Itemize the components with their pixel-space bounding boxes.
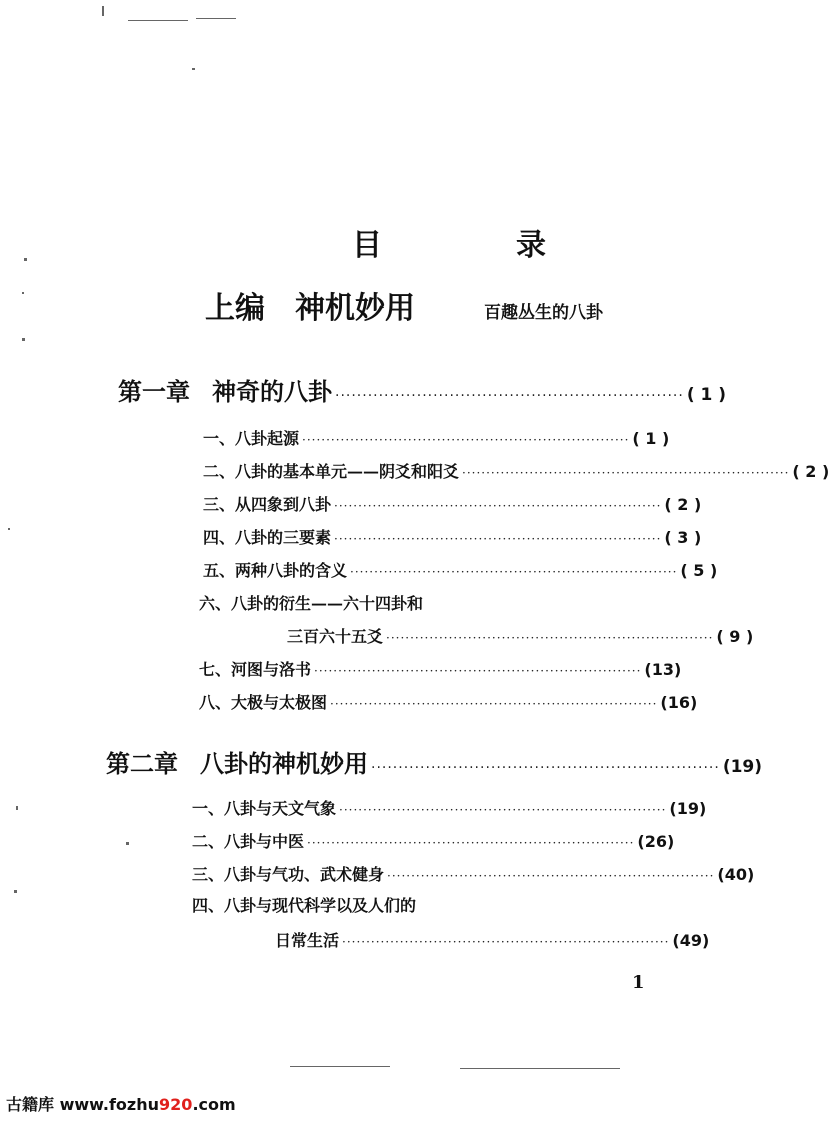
toc-entry[interactable] — [203, 492, 702, 515]
dot-leader: ································································ — [371, 760, 720, 776]
chapter-title: 神奇的八卦 — [212, 378, 332, 406]
page-number: ( 5 ) — [680, 561, 718, 580]
entry-text: 七、河图与洛书 — [199, 660, 312, 679]
dot-leader: ···································································· — [302, 433, 630, 447]
entry-text: 一、八卦起源 — [203, 429, 300, 448]
part-subtitle: 百趣丛生的八卦 — [484, 303, 603, 323]
page-number: ( 9 ) — [716, 627, 754, 646]
page-number: (26) — [637, 832, 675, 851]
dot-leader: ···································································· — [342, 935, 670, 949]
toc-entry[interactable] — [192, 829, 675, 852]
toc-entry[interactable] — [203, 558, 718, 581]
page-number: ( 3 ) — [664, 528, 702, 547]
dot-leader: ···································································· — [334, 499, 662, 513]
chapter-heading — [106, 744, 368, 779]
dot-leader: ···································································· — [330, 697, 658, 711]
dot-leader: ···································································· — [387, 869, 715, 883]
scan-mark — [14, 890, 17, 893]
toc-chapter[interactable] — [106, 744, 763, 779]
toc-entry[interactable] — [192, 862, 755, 885]
scan-mark — [460, 1068, 620, 1069]
dot-leader: ···································································· — [314, 664, 642, 678]
toc-entry[interactable] — [287, 624, 754, 647]
entry-text: 四、八卦的三要素 — [203, 528, 332, 547]
page-number: (13) — [644, 660, 682, 679]
chapter-title: 八卦的神机妙用 — [200, 750, 368, 778]
page-number: ( 1 ) — [632, 429, 670, 448]
page-number: (19) — [669, 799, 707, 818]
entry-text-continued: 三百六十五爻 — [287, 627, 384, 646]
scan-mark — [128, 20, 188, 21]
page-number: ( 2 ) — [792, 462, 829, 481]
toc-entry[interactable] — [203, 525, 702, 548]
entry-text: 三、从四象到八卦 — [203, 495, 332, 514]
dot-leader: ···································································· — [462, 466, 790, 480]
chapter-heading — [118, 372, 332, 407]
footer-number: 920 — [159, 1095, 193, 1114]
scan-mark — [22, 292, 24, 294]
scan-mark — [24, 258, 27, 261]
folio-page-number: 1 — [632, 972, 645, 993]
scan-mark — [192, 68, 195, 70]
chapter-label: 第一章 — [118, 378, 190, 406]
page-number: ( 1 ) — [686, 385, 727, 405]
dot-leader: ································································ — [335, 388, 684, 404]
entry-text: 八、大极与太极图 — [199, 693, 328, 712]
page-number: (16) — [660, 693, 698, 712]
toc-entry[interactable] — [192, 796, 707, 819]
scan-mark — [22, 338, 25, 341]
dot-leader: ···································································· — [307, 836, 635, 850]
entry-text: 二、八卦与中医 — [192, 832, 305, 851]
part-name: 上编 — [205, 291, 265, 326]
entry-text: 二、八卦的基本单元——阴爻和阳爻 — [203, 462, 460, 481]
page-title: 目 录 — [352, 228, 598, 263]
entry-text: 三、八卦与气功、武术健身 — [192, 865, 385, 884]
scan-mark — [290, 1066, 390, 1067]
chapter-label: 第二章 — [106, 750, 178, 778]
scan-mark — [196, 18, 236, 19]
entry-text[interactable]: 四、八卦与现代科学以及人们的 — [192, 896, 417, 915]
scan-mark — [102, 6, 104, 16]
toc-entry[interactable] — [199, 690, 698, 713]
dot-leader: ···································································· — [350, 565, 678, 579]
page-number: ( 2 ) — [664, 495, 702, 514]
entry-text-continued: 日常生活 — [275, 931, 340, 950]
entry-text: 五、两种八卦的含义 — [203, 561, 348, 580]
toc-chapter[interactable] — [118, 372, 727, 407]
scan-mark — [8, 528, 10, 530]
page-number: (40) — [717, 865, 755, 884]
footer-site: 古籍库 www.fozhu — [6, 1095, 160, 1114]
part-heading — [205, 283, 415, 327]
scan-mark — [16, 806, 18, 810]
entry-text[interactable]: 六、八卦的衍生——六十四卦和 — [199, 594, 424, 613]
toc-entry[interactable] — [203, 426, 669, 449]
toc-entry[interactable] — [275, 928, 710, 951]
page-number: (19) — [722, 757, 763, 777]
dot-leader: ···································································· — [334, 532, 662, 546]
watermark-footer[interactable] — [6, 1092, 236, 1115]
scan-mark — [126, 842, 129, 845]
footer-tld: .com — [192, 1095, 236, 1114]
dot-leader: ···································································· — [339, 803, 667, 817]
entry-text: 一、八卦与天文气象 — [192, 799, 337, 818]
toc-entry[interactable] — [199, 657, 682, 680]
page-number: (49) — [672, 931, 710, 950]
dot-leader: ···································································· — [386, 631, 714, 645]
part-title: 神机妙用 — [295, 291, 415, 326]
toc-entry[interactable] — [203, 459, 829, 482]
